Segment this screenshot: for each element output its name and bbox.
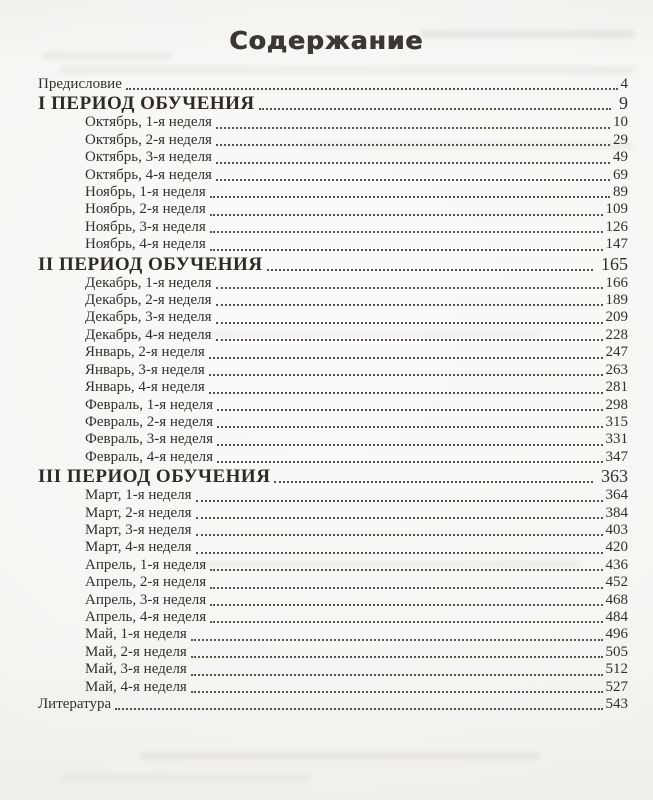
dot-leader <box>196 517 603 519</box>
toc-entry-page: 281 <box>605 379 628 396</box>
toc-entry-label: Февраль, 4-я неделя <box>85 448 214 465</box>
toc-entry-label: Октябрь, 1-я неделя <box>85 114 212 131</box>
toc-entry <box>38 679 628 696</box>
toc-entry-page: 384 <box>605 504 628 521</box>
toc-entry-label: Апрель, 3-я неделя <box>85 591 207 608</box>
toc-entry <box>38 132 628 149</box>
toc-entry-label: Январь, 3-я неделя <box>85 361 205 378</box>
dot-leader <box>216 144 610 146</box>
toc-entry-page: 49 <box>613 149 628 166</box>
toc-entry-page: 484 <box>605 608 628 625</box>
dot-leader <box>216 339 603 341</box>
toc-entry-page: 4 <box>620 76 628 92</box>
toc-entry <box>38 275 628 292</box>
toc-entry-page: 331 <box>605 431 628 448</box>
toc-entry-label: Март, 1-я неделя <box>85 487 192 504</box>
toc-entry <box>38 592 628 609</box>
toc-entry <box>38 167 628 184</box>
dot-leader <box>196 534 603 536</box>
toc-entry-label: Январь, 4-я неделя <box>85 379 205 396</box>
toc-entry-label: Февраль, 2-я неделя <box>85 413 214 430</box>
toc-entry-label: Ноябрь, 3-я неделя <box>85 218 206 235</box>
toc-entry <box>38 184 628 201</box>
dot-leader <box>210 604 602 606</box>
toc-entry-page: 512 <box>605 661 628 678</box>
dot-leader <box>196 552 603 554</box>
toc-entry-page: 10 <box>613 114 628 131</box>
toc-entry <box>38 539 628 556</box>
toc-entry <box>38 414 628 431</box>
toc-entry <box>38 309 628 326</box>
toc-entry-page: 505 <box>605 643 628 660</box>
toc-entry <box>38 236 628 253</box>
toc-entry <box>38 254 628 275</box>
toc-entry <box>38 449 628 466</box>
toc-entry-label: Ноябрь, 2-я неделя <box>85 201 206 218</box>
toc-entry <box>38 522 628 539</box>
dot-leader <box>191 691 603 693</box>
toc-entry-page: 468 <box>605 591 628 608</box>
toc-entry-page: 69 <box>613 166 628 183</box>
toc-entry-label: Декабрь, 1-я неделя <box>85 274 212 291</box>
toc-entry-page: 89 <box>613 184 628 201</box>
dot-leader <box>115 708 602 710</box>
toc-entry <box>38 219 628 236</box>
toc-entry-page: 247 <box>605 344 628 361</box>
toc-entry-page: 126 <box>605 218 628 235</box>
dot-leader <box>209 357 603 359</box>
toc-entry <box>38 466 628 487</box>
dot-leader <box>267 269 593 271</box>
toc-entry-label: Предисловие <box>38 76 122 92</box>
toc-entry <box>38 487 628 504</box>
dot-leader <box>210 231 603 233</box>
toc-entry-label: Март, 2-я неделя <box>85 504 192 521</box>
toc-entry-page: 147 <box>605 236 628 253</box>
toc-entry <box>38 76 628 93</box>
toc-entry <box>38 397 628 414</box>
toc-entry <box>38 93 628 114</box>
toc-entry-label: Май, 3-я неделя <box>85 661 187 678</box>
toc-entry <box>38 661 628 678</box>
toc-entry <box>38 114 628 131</box>
toc-entry-page: 109 <box>605 201 628 218</box>
dot-leader <box>274 481 593 483</box>
toc-entry <box>38 379 628 396</box>
dot-leader <box>210 569 602 571</box>
dot-leader <box>259 108 611 110</box>
dot-leader <box>210 249 603 251</box>
toc-entry-label: Октябрь, 2-я неделя <box>85 131 212 148</box>
toc-entry-label: Май, 1-я неделя <box>85 626 187 643</box>
toc-entry-label: Апрель, 4-я неделя <box>85 608 207 625</box>
toc-entry-page: 436 <box>605 556 628 573</box>
toc-entry-page: 364 <box>605 487 628 504</box>
toc-entry-page: 263 <box>605 361 628 378</box>
toc-entry <box>38 327 628 344</box>
toc-entry <box>38 626 628 643</box>
toc-entry <box>38 201 628 218</box>
toc-entry-label: Май, 2-я неделя <box>85 643 187 660</box>
dot-leader <box>210 214 603 216</box>
dot-leader <box>209 374 603 376</box>
toc-entry-page: 166 <box>605 274 628 291</box>
page-bleed-artifact <box>60 66 635 74</box>
toc-entry <box>38 557 628 574</box>
toc-entry <box>38 344 628 361</box>
toc-entry-label: Февраль, 1-я неделя <box>85 396 214 413</box>
dot-leader <box>216 179 610 181</box>
toc-entry-page: 543 <box>605 696 628 712</box>
page-bleed-artifact <box>60 774 310 782</box>
toc-entry-page: 228 <box>605 326 628 343</box>
toc-entry-label: Ноябрь, 1-я неделя <box>85 184 206 201</box>
toc-entry-label: Апрель, 2-я неделя <box>85 574 207 591</box>
page-title: Содержание <box>229 26 424 55</box>
toc-entry-label: Февраль, 3-я неделя <box>85 431 214 448</box>
dot-leader <box>210 587 602 589</box>
toc-entry-page: 209 <box>605 309 628 326</box>
toc-entry-page: 29 <box>613 131 628 148</box>
dot-leader <box>196 500 603 502</box>
toc-entry-label: II ПЕРИОД ОБУЧЕНИЯ <box>38 253 263 275</box>
toc-entry-label: Январь, 2-я неделя <box>85 344 205 361</box>
dot-leader <box>217 444 602 446</box>
toc-entry-page: 315 <box>605 413 628 430</box>
toc-entry <box>38 609 628 626</box>
dot-leader <box>217 461 602 463</box>
toc-entry <box>38 696 628 713</box>
dot-leader <box>209 392 603 394</box>
toc-entry-page: 165 <box>601 253 628 274</box>
dot-leader <box>210 621 602 623</box>
dot-leader <box>191 674 603 676</box>
toc-entry <box>38 644 628 661</box>
toc-entry-page: 403 <box>605 521 628 538</box>
toc-entry <box>38 292 628 309</box>
dot-leader <box>126 88 618 90</box>
dot-leader <box>210 196 610 198</box>
toc-entry-page: 347 <box>605 448 628 465</box>
dot-leader <box>216 322 603 324</box>
toc-entry-label: I ПЕРИОД ОБУЧЕНИЯ <box>38 93 255 115</box>
toc-entry-label: Октябрь, 4-я неделя <box>85 166 212 183</box>
toc-entry-page: 189 <box>605 292 628 309</box>
dot-leader <box>217 409 602 411</box>
toc-entry <box>38 505 628 522</box>
toc-entry-label: Май, 4-я неделя <box>85 678 187 695</box>
dot-leader <box>191 656 603 658</box>
toc-entry-label: Декабрь, 2-я неделя <box>85 292 212 309</box>
toc-entry-label: Апрель, 1-я неделя <box>85 556 207 573</box>
toc-entry <box>38 574 628 591</box>
dot-leader <box>216 162 610 164</box>
toc-entry-label: Март, 3-я неделя <box>85 521 192 538</box>
toc-entry-label: III ПЕРИОД ОБУЧЕНИЯ <box>38 466 271 488</box>
toc-entry-label: Декабрь, 4-я неделя <box>85 326 212 343</box>
toc-entry-label: Октябрь, 3-я неделя <box>85 149 212 166</box>
toc-entry <box>38 149 628 166</box>
dot-leader <box>217 426 602 428</box>
toc-entry-label: Ноябрь, 4-я неделя <box>85 236 206 253</box>
toc-entry-label: Литература <box>38 696 112 712</box>
toc-entry-label: Март, 4-я неделя <box>85 539 192 556</box>
toc-entry-page: 527 <box>605 678 628 695</box>
toc-entry-page: 9 <box>619 93 628 114</box>
page-bleed-artifact <box>140 752 540 760</box>
toc-entry-label: Декабрь, 3-я неделя <box>85 309 212 326</box>
dot-leader <box>216 127 610 129</box>
toc-list <box>38 76 628 713</box>
toc-entry-page: 363 <box>601 466 628 487</box>
dot-leader <box>191 639 603 641</box>
dot-leader <box>216 287 603 289</box>
toc-entry-page: 298 <box>605 396 628 413</box>
toc-entry-page: 452 <box>605 574 628 591</box>
toc-entry <box>38 431 628 448</box>
toc-entry <box>38 362 628 379</box>
dot-leader <box>216 304 603 306</box>
toc-entry-page: 496 <box>605 626 628 643</box>
toc-entry-page: 420 <box>605 539 628 556</box>
